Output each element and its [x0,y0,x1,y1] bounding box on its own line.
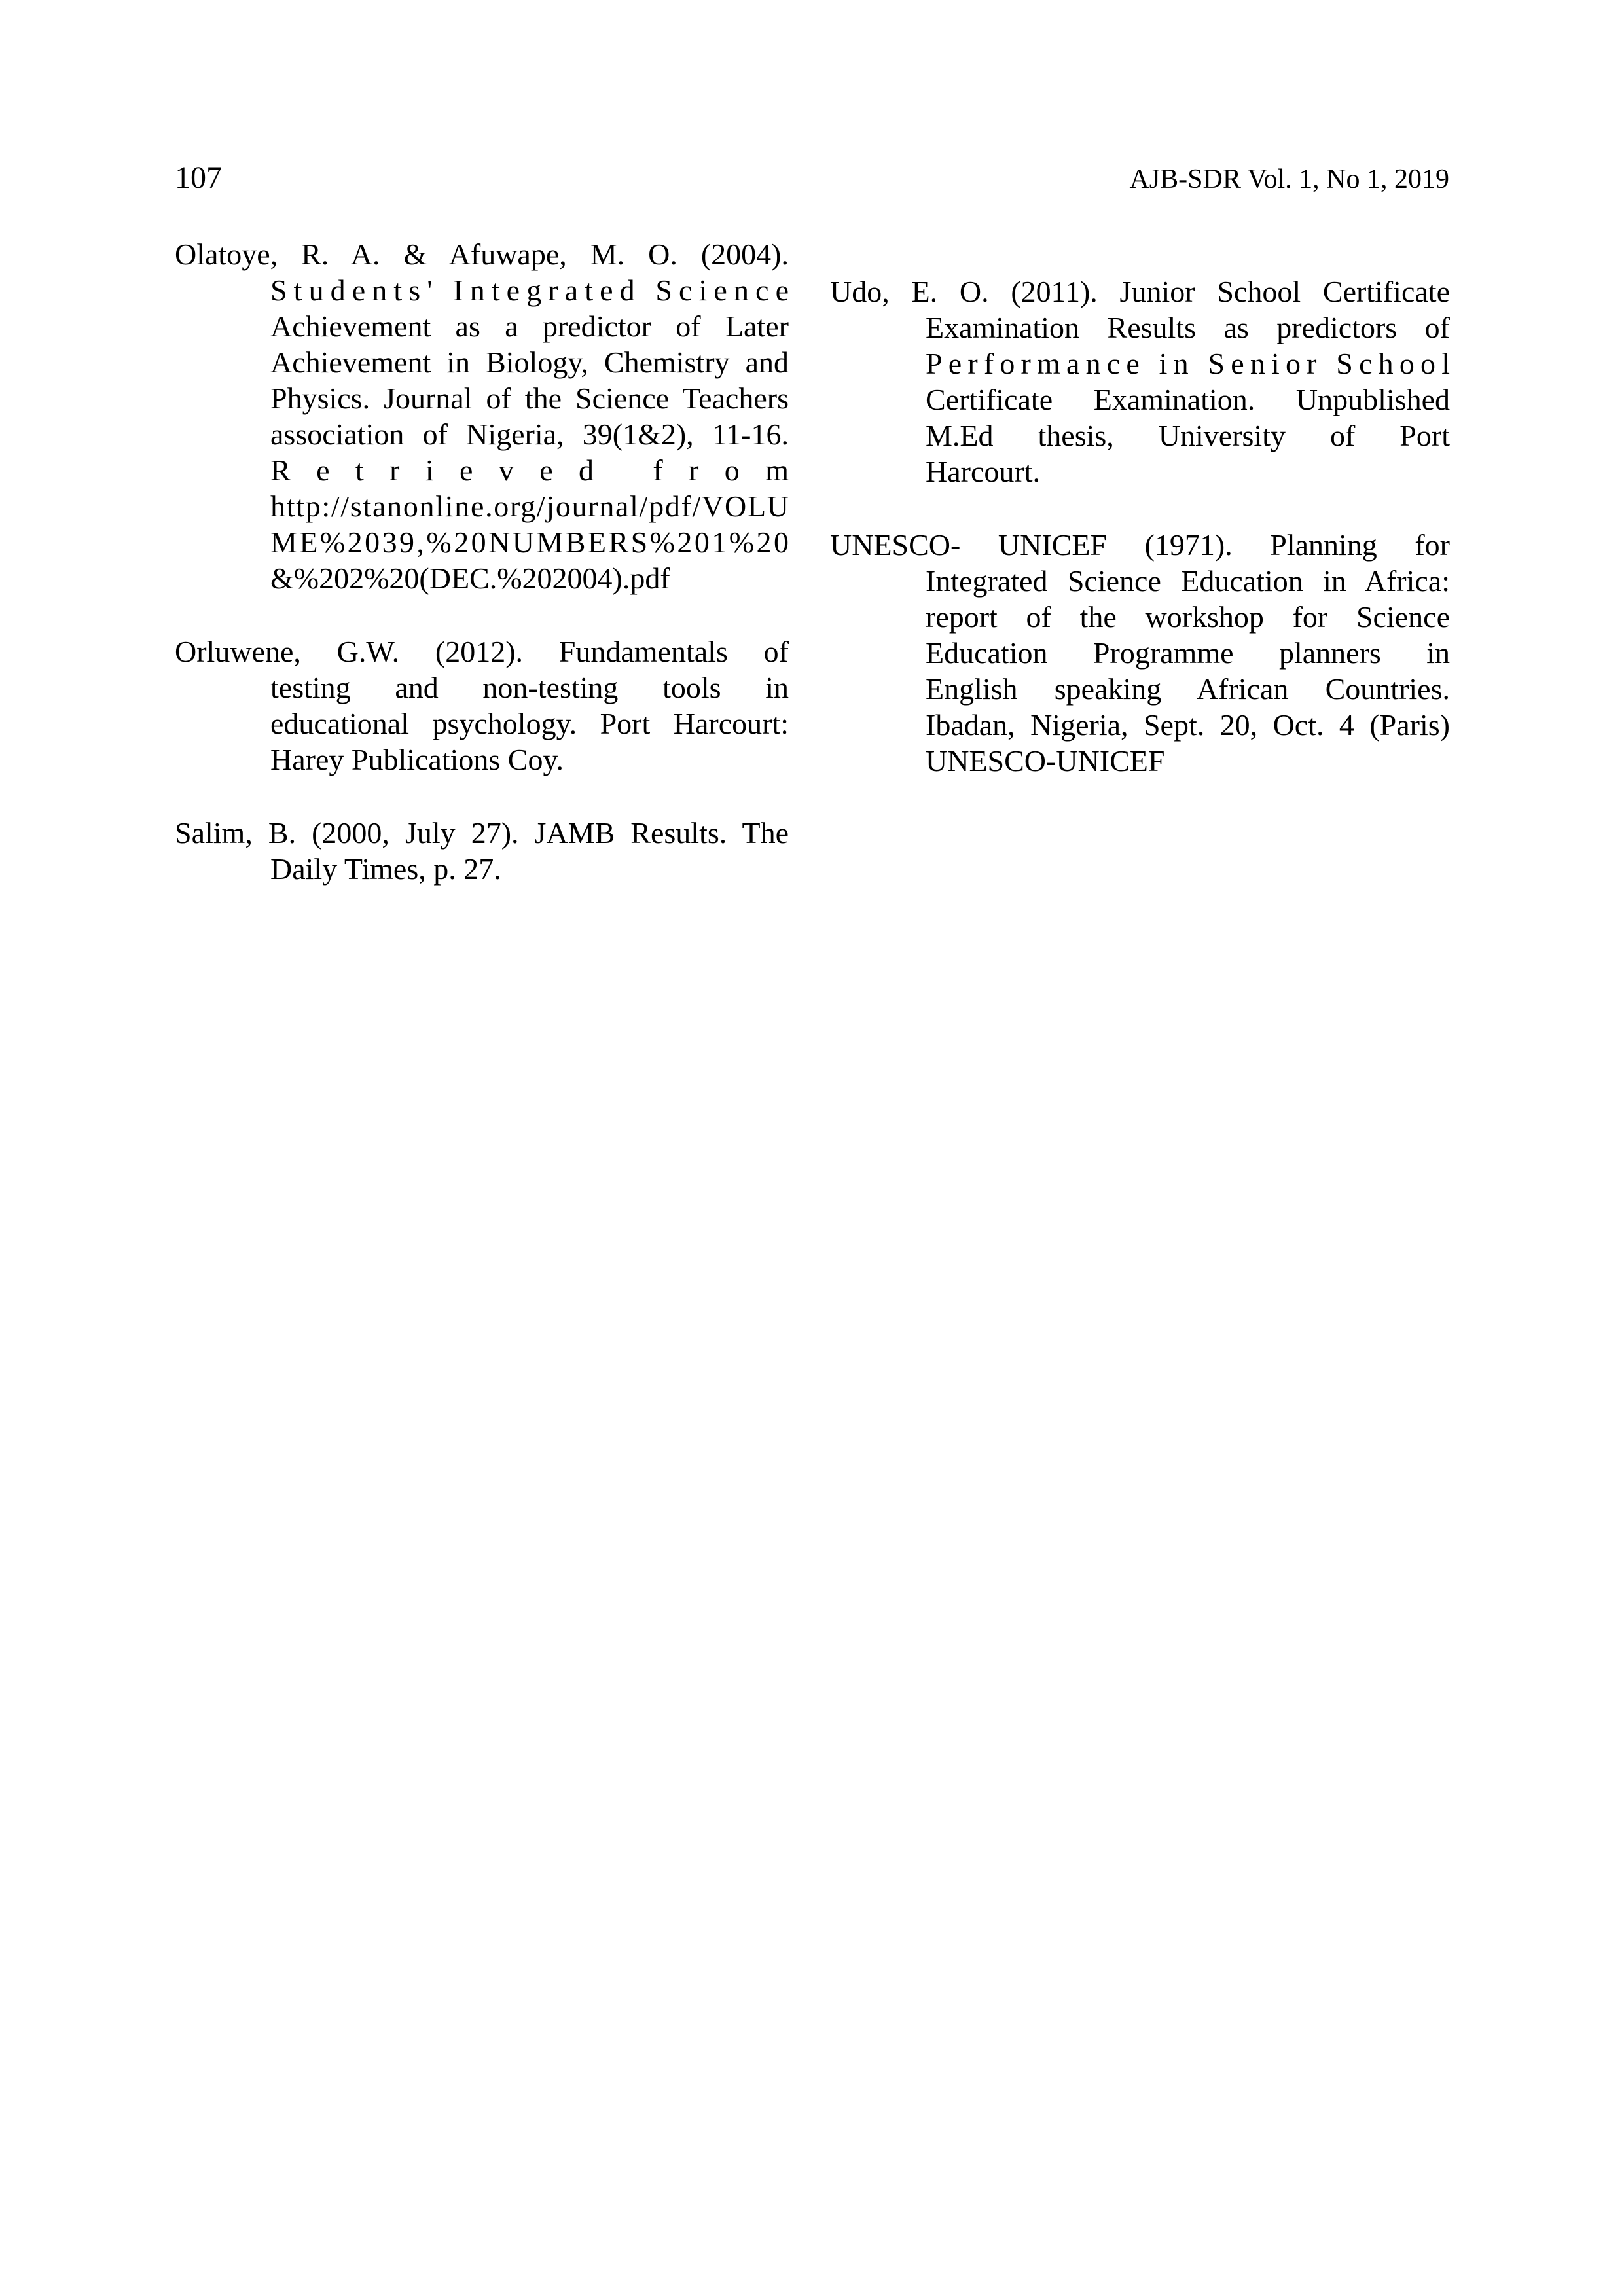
reference-line: Integrated Science Education in Africa: [926,564,1450,598]
journal-header: AJB-SDR Vol. 1, No 1, 2019 [1129,164,1449,194]
reference [175,236,815,596]
reference-line: testing and non-testing tools in [270,671,789,704]
page-number: 107 [175,160,222,195]
reference-line: Daily Times, p. 27. [270,852,501,886]
reference [175,815,789,887]
reference-line: http://stanonline.org/journal/pdf/VOLU [270,490,790,523]
reference-line: Orluwene, G.W. (2012). Fundamentals of [175,635,789,668]
reference-line: M.Ed thesis, University of Port [926,419,1450,452]
references-column-left [175,236,815,924]
reference-line: Udo, E. O. (2011). Junior School Certificate [830,275,1450,308]
reference-line: Education Programme planners in [926,636,1450,670]
reference-line: Examination Results as predictors of [926,311,1450,344]
reference-line: Olatoye, R. A. & Afuwape, M. O. (2004). [175,238,789,271]
reference-line: &%202%20(DEC.%202004).pdf [270,562,670,595]
reference-line: UNESCO- UNICEF (1971). Planning for [830,528,1450,562]
reference-line: association of Nigeria, 39(1&2), 11-16. [270,418,789,451]
reference [830,527,1450,779]
reference-line: Harcourt. [926,455,1040,488]
page-header [175,160,1449,198]
reference-line: Achievement in Biology, Chemistry and [270,346,789,379]
reference-line: Students' Integrated Science [270,274,796,307]
references-column-right [830,236,1456,924]
references-section [175,236,1456,924]
reference-line: Achievement as a predictor of Later [270,310,789,343]
reference-line: Ibadan, Nigeria, Sept. 20, Oct. 4 (Paris) [926,708,1450,742]
reference-line: UNESCO-UNICEF [926,744,1165,778]
reference-line: Salim, B. (2000, July 27). JAMB Results. The [175,816,789,850]
reference-line: educational psychology. Port Harcourt: [270,707,789,740]
reference-line: Harey Publications Coy. [270,743,564,776]
reference-line: Certificate Examination. Unpublished [926,383,1450,416]
reference-line: Physics. Journal of the Science Teachers [270,382,789,415]
reference [830,274,1456,490]
reference-line: ME%2039,%20NUMBERS%201%20 [270,526,791,559]
reference-line: report of the workshop for Science [926,600,1450,634]
reference-line: Retrieved from [270,454,815,487]
reference-line: English speaking African Countries. [926,672,1450,706]
reference-line: Performance in Senior School [926,347,1456,380]
reference [175,634,789,778]
